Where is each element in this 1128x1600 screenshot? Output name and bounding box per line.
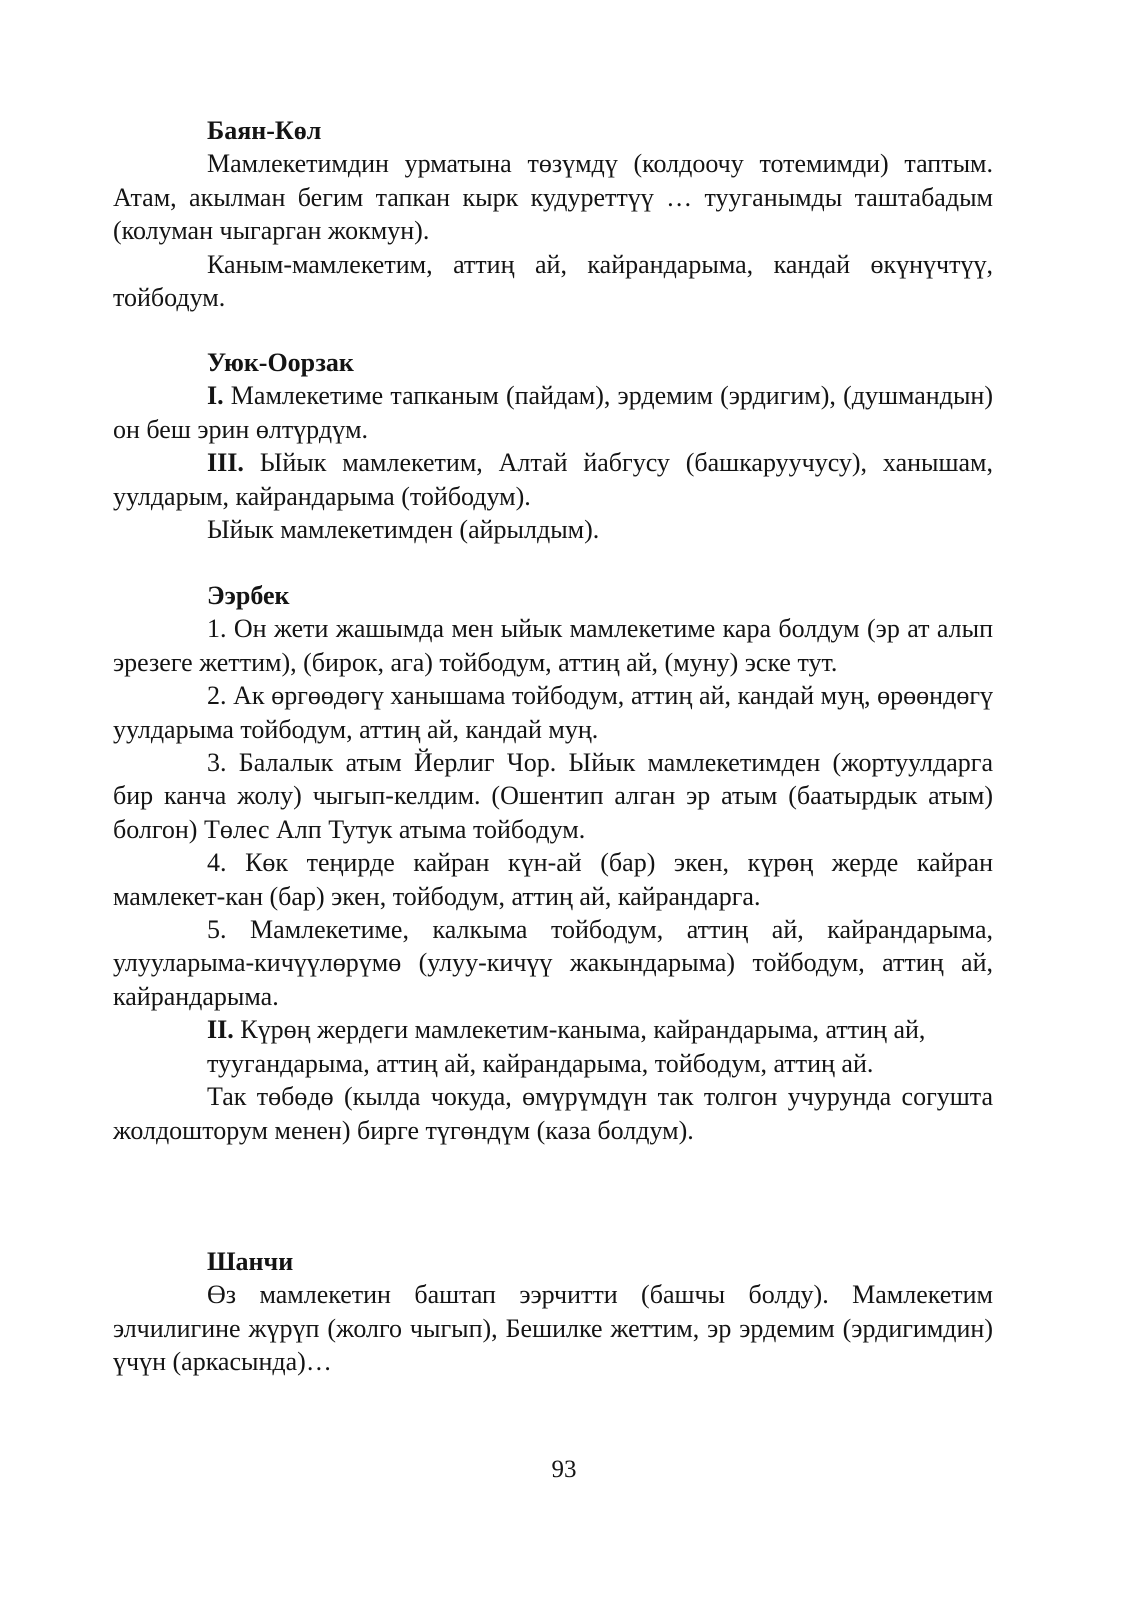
- paragraph: 1. Он жети жашымда мен ыйык мамлекетиме кара болдум (эр ат алып эрезеге жеттим), (бирок, ага) тойбодум, аттиң ай, (муну) эске тут.: [113, 614, 993, 677]
- page-number: 93: [551, 1456, 577, 1483]
- paragraph-text: Күрөң жердеги мамлекетим-каныма, кайрандарыма, аттиң ай,: [233, 1015, 926, 1045]
- section-uyuk-oorzak: [113, 346, 993, 546]
- paragraph: Так төбөдө (кылда чокуда, өмүрүмдүн так толгон учурунда согушта жолдошторум менен) бирге түгөндүм (каза болдум).: [113, 1082, 993, 1145]
- roman-numeral: II.: [207, 1015, 234, 1045]
- paragraph: Каным-мамлекетим, аттиң ай, кайрандарыма, кандай өкүнүчтүү, тойбодум.: [113, 249, 993, 313]
- section-bayan-kol: [113, 114, 993, 314]
- paragraph: 4. Көк теңирде кайран күн-ай (бар) экен, күрөң жерде кайран мамлекет-кан (бар) экен, тойбодум, аттиң ай, кайрандарга.: [113, 848, 993, 911]
- section-title: Ээрбек: [207, 581, 290, 610]
- section-title: Шанчи: [207, 1247, 294, 1276]
- paragraph: Мамлекетимдин урматына төзүмдү (колдоочу тотемимди) таптым. Атам, акылман бегим тапкан кырк кудуреттүү … тууганымды таштабадым (колуман чыгарган жокмун).: [113, 149, 993, 246]
- paragraph-text: Ыйык мамлекетим, Алтай йабгусу (башкаруучусу), ханышам, уулдарым, кайрандарыма (тойбодум).: [113, 448, 993, 511]
- paragraph: [113, 379, 993, 446]
- paragraph: Ыйык мамлекетимден (айрылдым).: [207, 515, 600, 545]
- paragraph: 3. Балалык атым Йерлиг Чор. Ыйык мамлекетимден (жортуулдарга бир канча жолу) чыгып-келдим. (Ошентип алган эр атым (баатырдык атым) болгон) Төлес Алп Тутук атыма тойбодум.: [113, 748, 993, 844]
- paragraph: 5. Мамлекетиме, калкыма тойбодум, аттиң ай, кайрандарыма, улууларыма-кичүүлөрүмө (улуу-кичүү жакындарыма) тойбодум, аттиң ай, кайрандарыма.: [113, 915, 993, 1011]
- section-title: Баян-Көл: [207, 116, 322, 145]
- paragraph: Өз мамлекетин баштап ээрчитти (башчы болду). Мамлекетим элчилигине жүрүп (жолго чыгып), Бешилке жеттим, эр эрдемим (эрдигимдин) үчүн (аркасында)…: [113, 1280, 993, 1377]
- section-eerbek: [113, 579, 993, 1147]
- roman-numeral: I.: [207, 381, 224, 411]
- paragraph: туугандарыма, аттиң ай, кайрандарыма, тойбодум, аттиң ай.: [207, 1048, 874, 1078]
- paragraph: [113, 446, 993, 513]
- roman-numeral: III.: [207, 448, 244, 478]
- section-shanchi: [113, 1245, 993, 1379]
- section-title: Уюк-Оорзак: [207, 348, 354, 377]
- paragraph-text: Мамлекетиме тапканым (пайдам), эрдемим (эрдигим), (душмандын) он беш эрин өлтүрдүм.: [113, 381, 993, 444]
- paragraph: 2. Ак өргөөдөгү ханышама тойбодум, аттиң ай, кандай муң, өрөөндөгү уулдарыма тойбодум, аттиң ай, кандай муң.: [113, 681, 993, 744]
- paragraph: [113, 1013, 993, 1046]
